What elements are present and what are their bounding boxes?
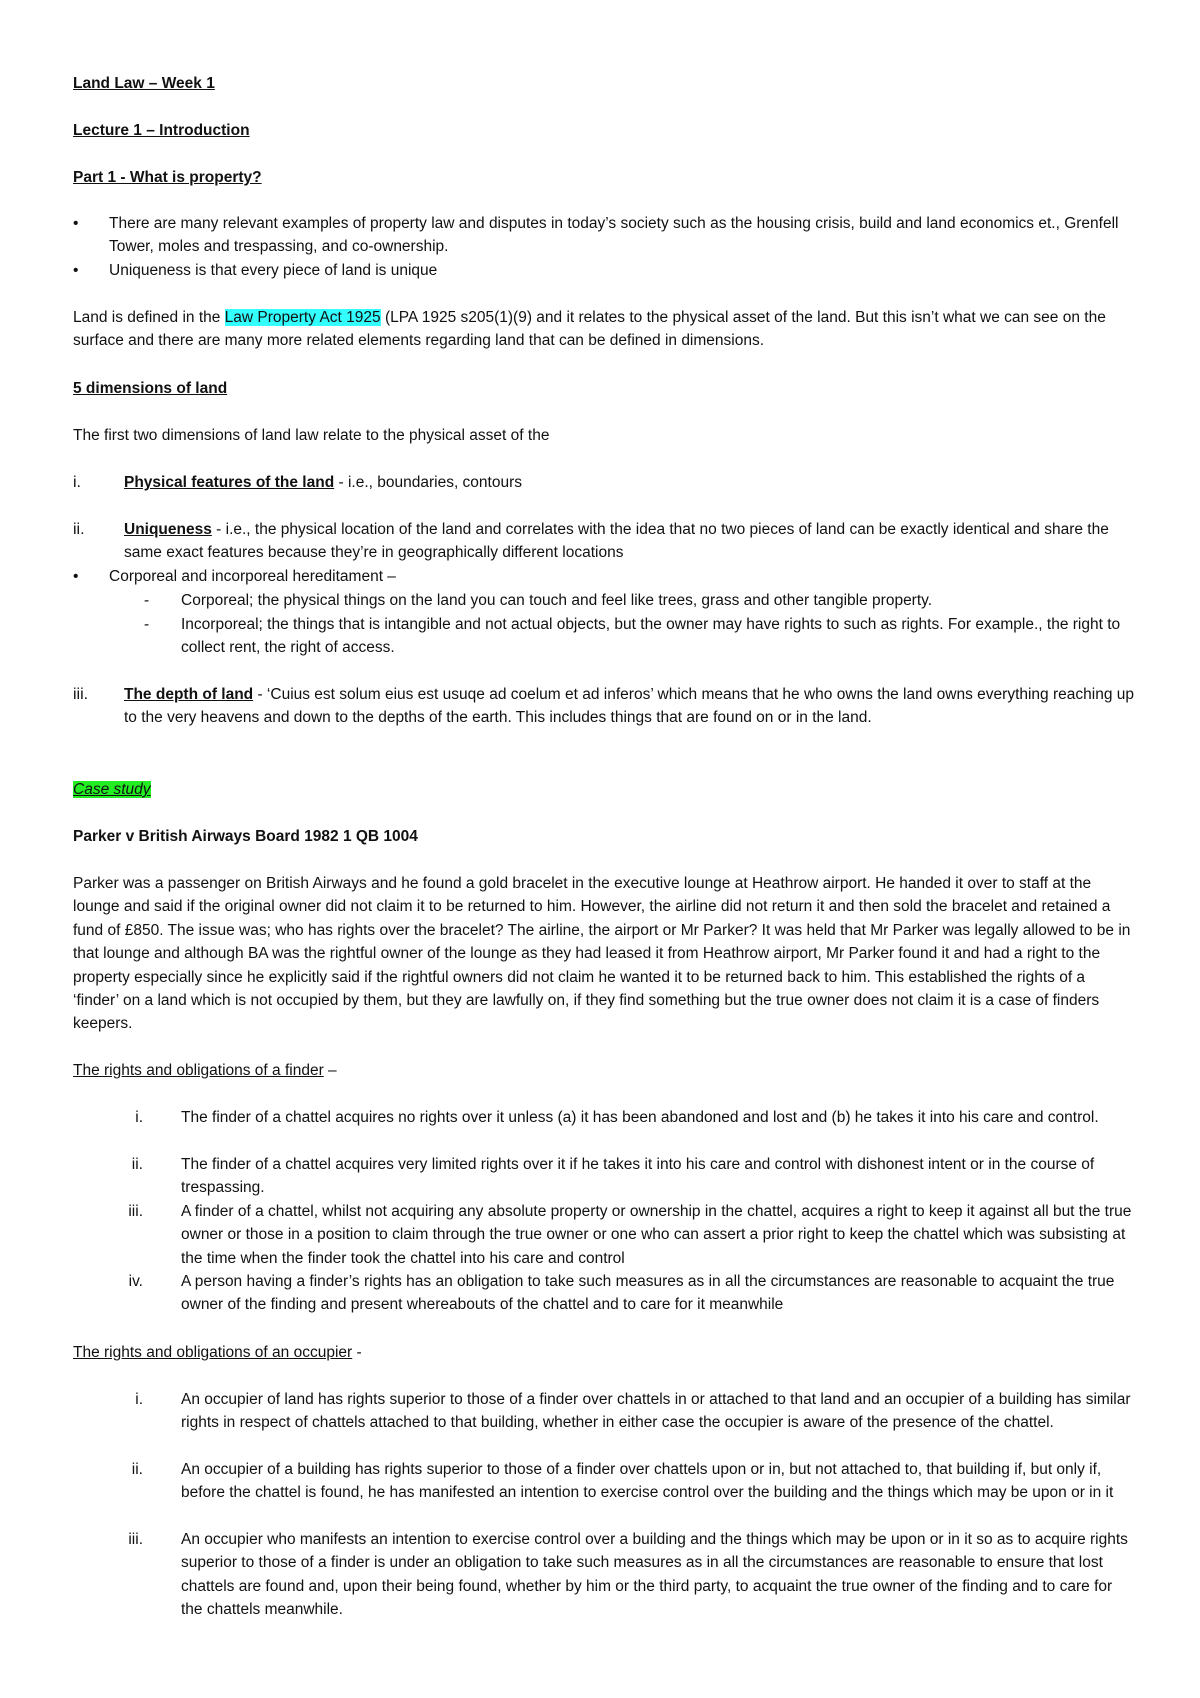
list-number: iv. (128, 1273, 143, 1290)
list-number: iii. (73, 686, 89, 703)
dimension-text (124, 683, 1134, 730)
document-title: Land Law – Week 1 (73, 75, 215, 92)
occupier-heading (73, 1341, 362, 1364)
dimension-term: Uniqueness (124, 521, 212, 538)
bullet-text: Uniqueness is that every piece of land is unique (109, 262, 438, 279)
finder-heading-text: The rights and obligations of a finder (73, 1062, 324, 1079)
occupier-item-text: An occupier who manifests an intention to exercise control over a building and the things which may be upon or in it so as to acquire rights superior to those of a finder is under an obligation to take such measures as in all the circumstances are reasonable to ensure that lost chattels are found and, upon their being found, whether by him or the third party, to acquaint the true owner of the finding and to care for the chattels meanwhile. (181, 1531, 1128, 1619)
dash-text: Corporeal; the physical things on the land you can touch and feel like trees, grass and other tangible property. (181, 592, 933, 609)
finder-heading (73, 1059, 337, 1082)
occupier-heading-text: The rights and obligations of an occupier (73, 1344, 353, 1361)
land-def-text: Land is defined in the (73, 309, 225, 326)
dimension-text (124, 471, 1134, 494)
dimensions-intro: The first two dimensions of land law relate to the physical asset of the (73, 427, 550, 444)
land-definition-paragraph (73, 306, 1133, 353)
case-study-highlight: Case study (73, 781, 151, 798)
dimension-term: The depth of land (124, 686, 254, 703)
dimension-term: Physical features of the land (124, 474, 335, 491)
finder-item-text: The finder of a chattel acquires no rights over it unless (a) it has been abandoned and lost and (b) he takes it into his care and control. (181, 1109, 1099, 1126)
finder-item-text: A person having a finder’s rights has an obligation to take such measures as in all the circumstances are reasonable to acquaint the true owner of the finding and present whereabouts of the chattel and to care for it meanwhile (181, 1273, 1115, 1314)
dimension-description: - i.e., boundaries, contours (334, 474, 523, 491)
list-number: ii. (73, 521, 85, 538)
occupier-item-text: An occupier of land has rights superior to those of a finder over chattels in or attached to that land and an occupier of a building has similar rights in respect of chattels attached to that building, whether in either case the occupier is aware of the presence of the chattel. (181, 1391, 1131, 1432)
lecture-heading: Lecture 1 – Introduction (73, 122, 250, 139)
bullet-marker: • (73, 215, 79, 232)
dimension-text (124, 518, 1134, 565)
list-number: iii. (128, 1203, 143, 1220)
bullet-text: There are many relevant examples of property law and disputes in today’s society such as the housing crisis, build and land economics et., Grenfell Tower, moles and trespassing, and co-ownership. (109, 215, 1119, 256)
list-number: ii. (131, 1461, 143, 1478)
bullet-marker: • (73, 568, 79, 585)
dimensions-heading: 5 dimensions of land (73, 380, 228, 397)
occupier-item-text: An occupier of a building has rights superior to those of a finder over chattels upon or in, but not attached to, that building if, but only if, before the chattel is found, he has manifested an intention to exercise control over the building and the things which may be upon or in it (181, 1461, 1114, 1502)
case-paragraph: Parker was a passenger on British Airways and he found a gold bracelet in the executive lounge at Heathrow airport. He handed it over to staff at the lounge and said if the original owner did not claim it to be returned to him. However, the airline did not return it and then sold the bracelet and retained a fund of £850. The issue was; who has rights over the bracelet? The airline, the airport or Mr Parker? It was held that Mr Parker was legally allowed to be in that lounge and although BA was the rightful owner of the lounge as they had leased it from Heathrow airport, Mr Parker found it and had a right to the property especially since he explicitly said if the rightful owners did not claim he wanted it to be returned back to him. This established the rights of a ‘finder’ on a land which is not occupied by them, but they are lawfully on, if they find something but the true owner does not claim it is a case of finders keepers. (73, 875, 1131, 1033)
dimension-description: - i.e., the physical location of the land and correlates with the idea that no two pieces of land can be exactly identical and share the same exact features because they’re in geographically different locations (124, 521, 1109, 562)
list-number: i. (135, 1391, 143, 1408)
dash-marker: - (144, 616, 150, 633)
dash-marker: - (144, 592, 150, 609)
finder-heading-suffix: – (323, 1062, 337, 1079)
occupier-heading-suffix: - (352, 1344, 362, 1361)
case-study-label (73, 778, 151, 801)
list-number: iii. (128, 1531, 143, 1548)
dash-text: Incorporeal; the things that is intangible and not actual objects, but the owner may have rights to such as rights. For example., the right to collect rent, the right of access. (181, 616, 1121, 657)
bullet-marker: • (73, 262, 79, 279)
highlighted-statute: Law Property Act 1925 (224, 309, 381, 326)
list-number: ii. (131, 1156, 143, 1173)
part1-heading: Part 1 - What is property? (73, 169, 262, 186)
finder-item-text: A finder of a chattel, whilst not acquiring any absolute property or ownership in the chattel, acquires a right to keep it against all but the true owner or those in a position to claim through the true owner or one who can assert a prior right to keep the chattel which was subsisting at the time when the finder took the chattel into his care and control (181, 1203, 1132, 1267)
bullet-text: Corporeal and incorporeal hereditament – (109, 568, 396, 585)
dimension-description: - ‘Cuius est solum eius est usuqe ad coelum et ad inferos’ which means that he who owns the land owns everything reaching up to the very heavens and down to the depths of the earth. This includes things that are found on or in the land. (124, 686, 1134, 727)
list-number: i. (73, 474, 81, 491)
land-def-text: (LPA 1925 s205(1)(9) and it relates to the physical asset of the land. But this isn’t what we can see on the surface and there are many more related elements regarding land that can be defined in dimensions. (73, 309, 1106, 350)
finder-item-text: The finder of a chattel acquires very limited rights over it if he takes it into his care and control with dishonest intent or in the course of trespassing. (181, 1156, 1095, 1197)
case-title: Parker v British Airways Board 1982 1 QB 1004 (73, 828, 418, 845)
list-number: i. (135, 1109, 143, 1126)
